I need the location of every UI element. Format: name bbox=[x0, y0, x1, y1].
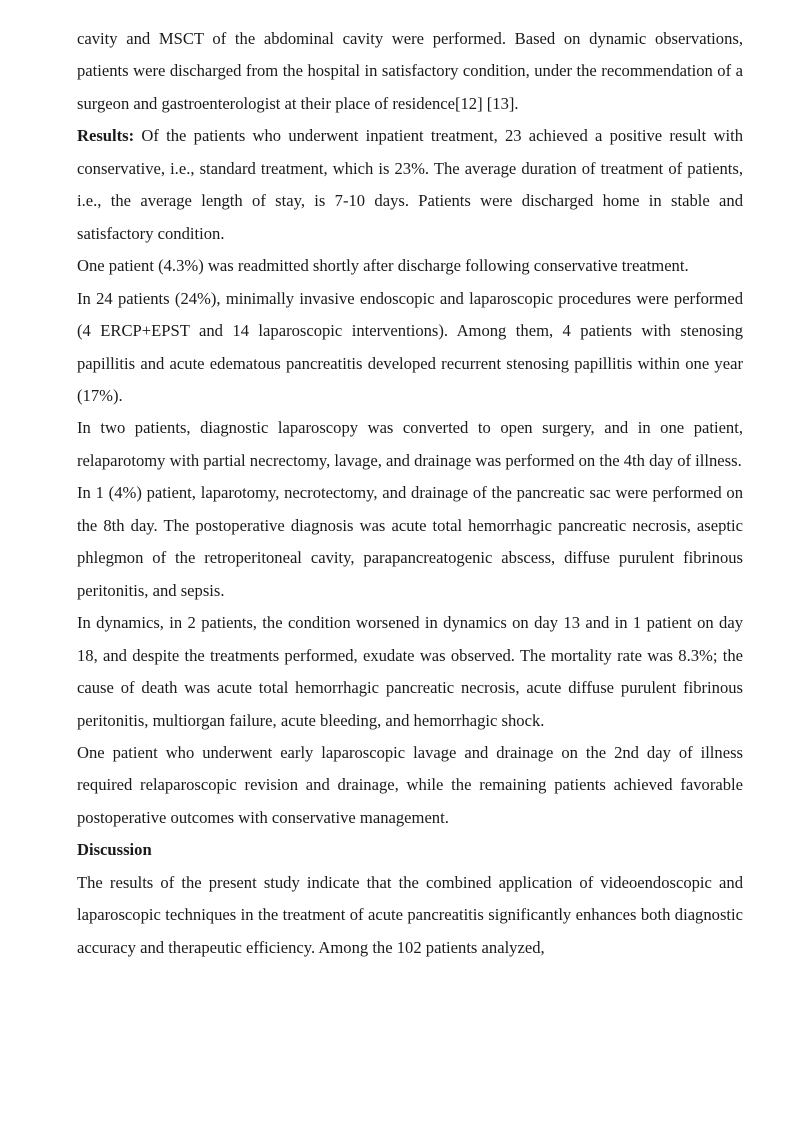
paragraph-results-intro bbox=[77, 120, 743, 250]
paragraph-text: One patient (4.3%) was readmitted shortly after discharge following conservative treatment. bbox=[77, 256, 689, 276]
paragraph-text: In two patients, diagnostic laparoscopy was converted to open surgery, and in one patient, relaparotomy with partial necrectomy, lavage, and drainage was performed on the 4th day of illness. bbox=[77, 418, 743, 470]
paragraph-text: The results of the present study indicate that the combined application of videoendoscopic and laparoscopic techniques in the treatment of acute pancreatitis significantly enhances both diagnostic accuracy and therapeutic efficiency. Among the 102 patients analyzed, bbox=[77, 872, 743, 957]
paragraph-discussion-intro bbox=[77, 867, 743, 964]
paragraph-text: In 1 (4%) patient, laparotomy, necrotectomy, and drainage of the pancreatic sac were performed on the 8th day. The postoperative diagnosis was acute total hemorrhagic pancreatic necrosis, aseptic phlegmon of the retroperitoneal cavity, parapancreatogenic abscess, diffuse purulent fibrinous peritonitis, and sepsis. bbox=[77, 483, 743, 600]
paragraph-laparotomy bbox=[77, 477, 743, 607]
paragraph-relaparoscopy bbox=[77, 737, 743, 834]
paragraph-text: In 24 patients (24%), minimally invasive endoscopic and laparoscopic procedures were performed (4 ERCP+EPST and 14 laparoscopic interventions). Among them, 4 patients with stenosing papillitis and acute edematous pancreatitis developed recurrent stenosing papillitis within one year (17%). bbox=[77, 288, 743, 405]
paragraph-text: In dynamics, in 2 patients, the condition worsened in dynamics on day 13 and in 1 patient on day 18, and despite the treatments performed, exudate was observed. The mortality rate was 8.3%; the cause of death was acute total hemorrhagic pancreatic necrosis, acute diffuse purulent fibrinous peritonitis, multiorgan failure, acute bleeding, and hemorrhagic shock. bbox=[77, 613, 743, 730]
paper-page-body bbox=[77, 23, 743, 964]
paragraph-text: cavity and MSCT of the abdominal cavity were performed. Based on dynamic observations, patients were discharged from the hospital in satisfactory condition, under the recommendation of a surgeon and gastroenterologist at their place of residence[12] [13]. bbox=[77, 29, 743, 113]
paragraph-readmission bbox=[77, 250, 743, 282]
paragraph-text: Of the patients who underwent inpatient treatment, 23 achieved a positive result with conservative, i.e., standard treatment, which is 23%. The average duration of treatment of patients, i.e., the average length of stay, is 7-10 days. Patients were discharged home in stable and satisfactory condition. bbox=[77, 126, 743, 243]
paragraph-minimally-invasive bbox=[77, 283, 743, 413]
discussion-heading bbox=[77, 834, 743, 866]
section-heading-text: Discussion bbox=[77, 840, 152, 860]
paragraph-conversion bbox=[77, 412, 743, 477]
paragraph-text: One patient who underwent early laparoscopic lavage and drainage on the 2nd day of illness required relaparoscopic revision and drainage, while the remaining patients achieved favorable postoperative outcomes with conservative management. bbox=[77, 742, 743, 827]
paragraph-methods-end bbox=[77, 23, 743, 120]
results-heading: Results: bbox=[77, 126, 135, 146]
paragraph-mortality bbox=[77, 607, 743, 737]
